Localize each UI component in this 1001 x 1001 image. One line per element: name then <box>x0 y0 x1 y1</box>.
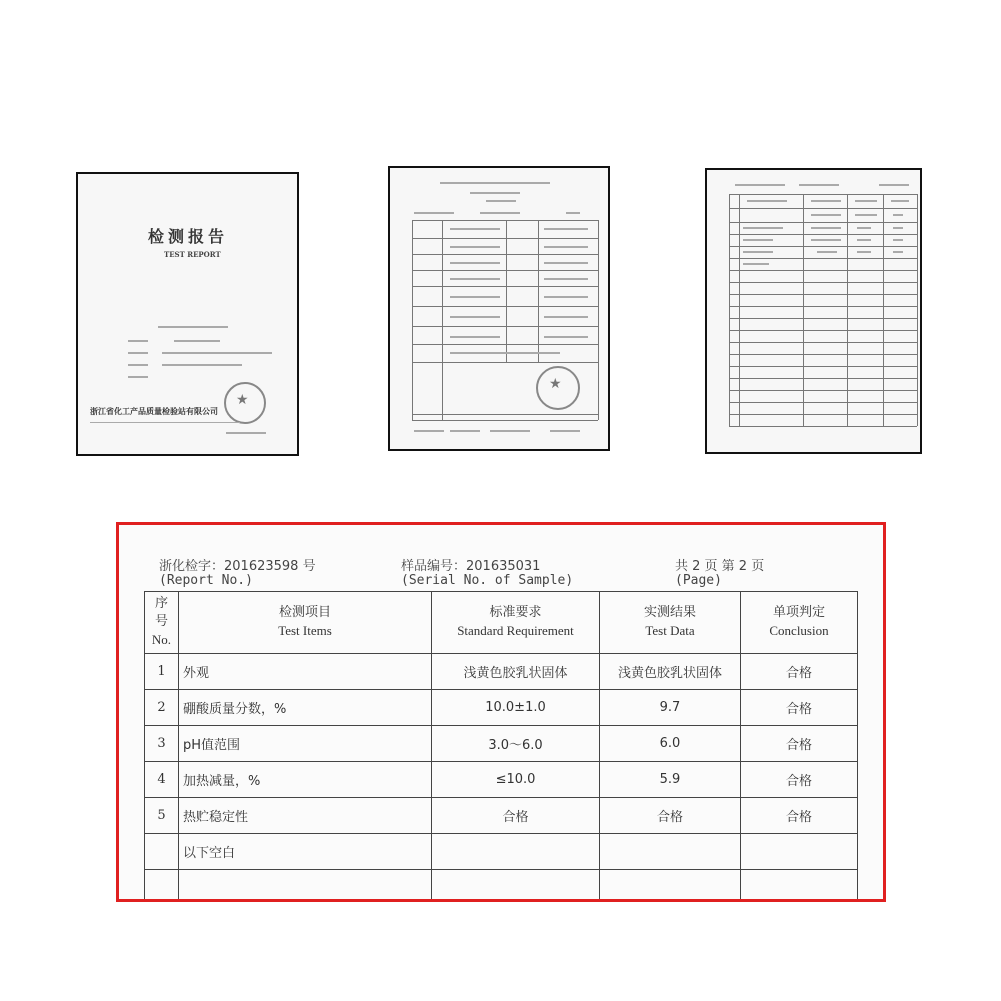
row-number <box>145 834 179 870</box>
row-number: 3 <box>145 726 179 762</box>
row-number <box>145 870 179 903</box>
standard-requirement: 合格 <box>432 798 600 834</box>
cover-organization: 浙江省化工产品质量检验站有限公司 <box>90 406 218 416</box>
column-header: 检测项目 Test Items <box>179 592 432 654</box>
test-data: 9.7 <box>600 690 741 726</box>
standard-requirement <box>432 870 600 903</box>
conclusion: 合格 <box>741 798 858 834</box>
test-item: 加热减量，% <box>179 762 432 798</box>
standard-requirement: ≤10.0 <box>432 762 600 798</box>
column-header: 实测结果 Test Data <box>600 592 741 654</box>
blank-note: 以下空白 <box>179 834 432 870</box>
conclusion <box>741 834 858 870</box>
row-number: 1 <box>145 654 179 690</box>
column-header: 标准要求 Standard Requirement <box>432 592 600 654</box>
column-header: 序号 No. <box>145 592 179 654</box>
table-row <box>145 798 858 834</box>
zoomed-results-page <box>116 522 886 902</box>
test-data <box>600 870 741 903</box>
cover-page-thumbnail: 检测报告 TEST REPORT ★ 浙江省化工产品质量检验站有限公司 <box>76 172 299 456</box>
row-number: 2 <box>145 690 179 726</box>
test-data: 5.9 <box>600 762 741 798</box>
cover-title: 检测报告 <box>148 227 229 246</box>
test-item <box>179 870 432 903</box>
cover-subtitle: TEST REPORT <box>164 250 221 259</box>
page-count: 共 2 页 第 2 页 <box>675 559 765 574</box>
sample-serial-en: (Serial No. of Sample) <box>401 573 574 588</box>
sample-serial: 样品编号：201635031 <box>401 559 541 574</box>
standard-requirement: 3.0～6.0 <box>432 726 600 762</box>
standard-requirement <box>432 834 600 870</box>
test-item: pH值范围 <box>179 726 432 762</box>
conclusion: 合格 <box>741 654 858 690</box>
test-data <box>600 834 741 870</box>
conclusion <box>741 870 858 903</box>
table-row <box>145 690 858 726</box>
row-number: 5 <box>145 798 179 834</box>
standard-requirement: 10.0±1.0 <box>432 690 600 726</box>
results-table <box>144 591 858 902</box>
test-data: 合格 <box>600 798 741 834</box>
table-header-row <box>145 592 858 654</box>
test-item: 热贮稳定性 <box>179 798 432 834</box>
table-row <box>145 762 858 798</box>
conclusion: 合格 <box>741 762 858 798</box>
table-row <box>145 870 858 903</box>
column-header: 单项判定 Conclusion <box>741 592 858 654</box>
page-count-en: (Page) <box>675 573 722 588</box>
report-number: 浙化检字：201623598 号 <box>159 559 316 574</box>
form-page-thumbnail: ★ <box>388 166 610 451</box>
standard-requirement: 浅黄色胶乳状固体 <box>432 654 600 690</box>
table-row <box>145 834 858 870</box>
test-item: 硼酸质量分数，% <box>179 690 432 726</box>
conclusion: 合格 <box>741 726 858 762</box>
table-row <box>145 654 858 690</box>
results-page-thumbnail <box>705 168 922 454</box>
conclusion: 合格 <box>741 690 858 726</box>
table-row <box>145 726 858 762</box>
row-number: 4 <box>145 762 179 798</box>
test-data: 浅黄色胶乳状固体 <box>600 654 741 690</box>
test-item: 外观 <box>179 654 432 690</box>
test-data: 6.0 <box>600 726 741 762</box>
report-number-en: (Report No.) <box>159 573 253 588</box>
